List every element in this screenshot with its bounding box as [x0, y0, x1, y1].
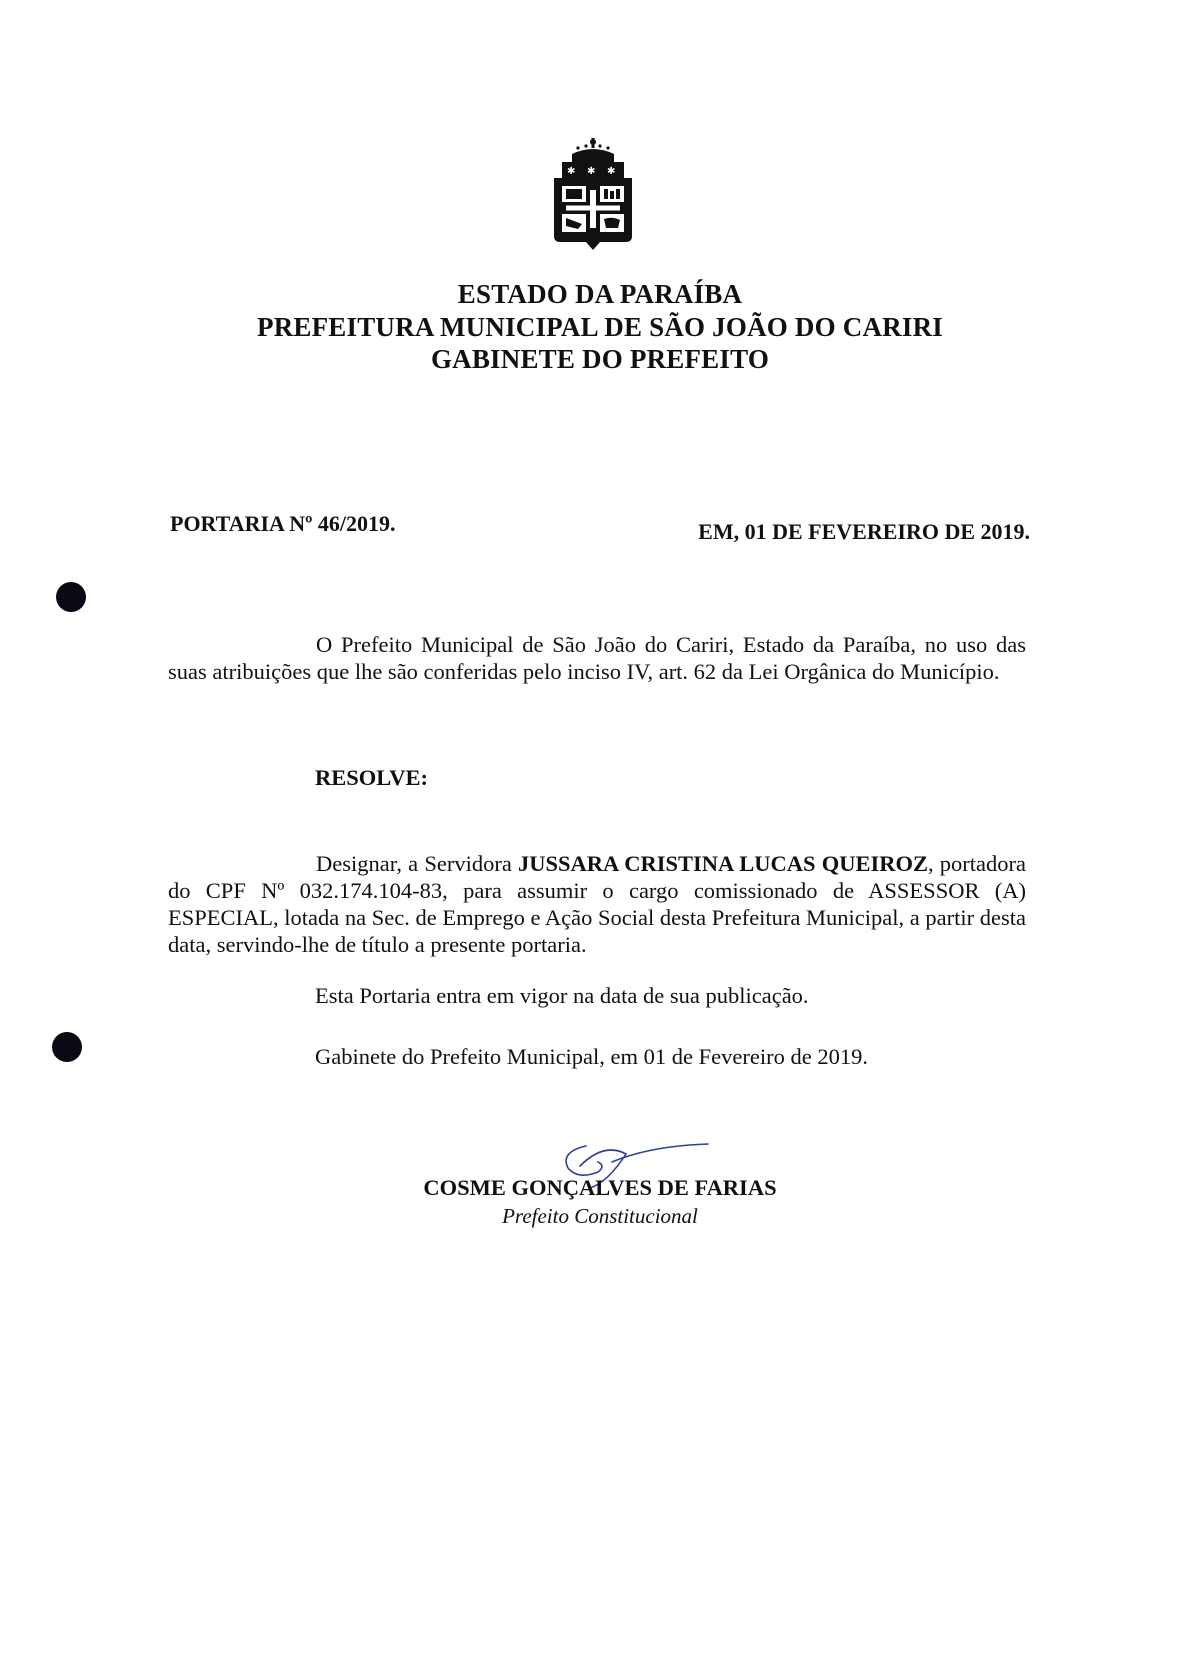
- vigor-statement: Esta Portaria entra em vigor na data de sua publicação.: [315, 983, 809, 1008]
- header-prefecture: PREFEITURA MUNICIPAL DE SÃO JOÃO DO CARIRI: [257, 312, 943, 342]
- portaria-number: PORTARIA Nº 46/2019.: [170, 511, 396, 536]
- designation-rest: , portadora do CPF Nº 032.174.104-83, para assumir o cargo comissionado de ASSESSOR (A) ESPECIAL, lotada na Sec. de Emprego e Ação Social desta Prefeitura Municipal, a partir desta data, servindo-lhe de título a presente portaria.: [168, 851, 1027, 957]
- preamble-paragraph: O Prefeito Municipal de São João do Cariri, Estado da Paraíba, no uso das suas atribuições que lhe são conferidas pelo inciso IV, art. 62 da Lei Orgânica do Município.: [168, 632, 1026, 684]
- svg-text:✱: ✱: [567, 166, 576, 177]
- header-office: GABINETE DO PREFEITO: [430, 344, 770, 374]
- resolve-heading: RESOLVE:: [315, 765, 428, 790]
- coat-of-arms-icon: [548, 136, 638, 254]
- punch-hole-top: [56, 582, 86, 612]
- punch-hole-bottom: [52, 1032, 82, 1062]
- designation-prefix: Designar, a Servidora: [316, 851, 519, 876]
- signatory-name: COSME GONÇALVES DE FARIAS: [423, 1175, 777, 1200]
- header-state: ESTADO DA PARAÍBA: [457, 279, 743, 309]
- svg-text:✱: ✱: [587, 166, 596, 177]
- designated-employee-name: JUSSARA CRISTINA LUCAS QUEIROZ: [518, 851, 928, 876]
- portaria-date: EM, 01 DE FEVEREIRO DE 2019.: [698, 519, 1030, 544]
- signatory-title: Prefeito Constitucional: [502, 1204, 698, 1228]
- designation-paragraph: [168, 850, 1026, 958]
- svg-text:✱: ✱: [607, 166, 616, 177]
- closing-statement: Gabinete do Prefeito Municipal, em 01 de Fevereiro de 2019.: [315, 1044, 868, 1069]
